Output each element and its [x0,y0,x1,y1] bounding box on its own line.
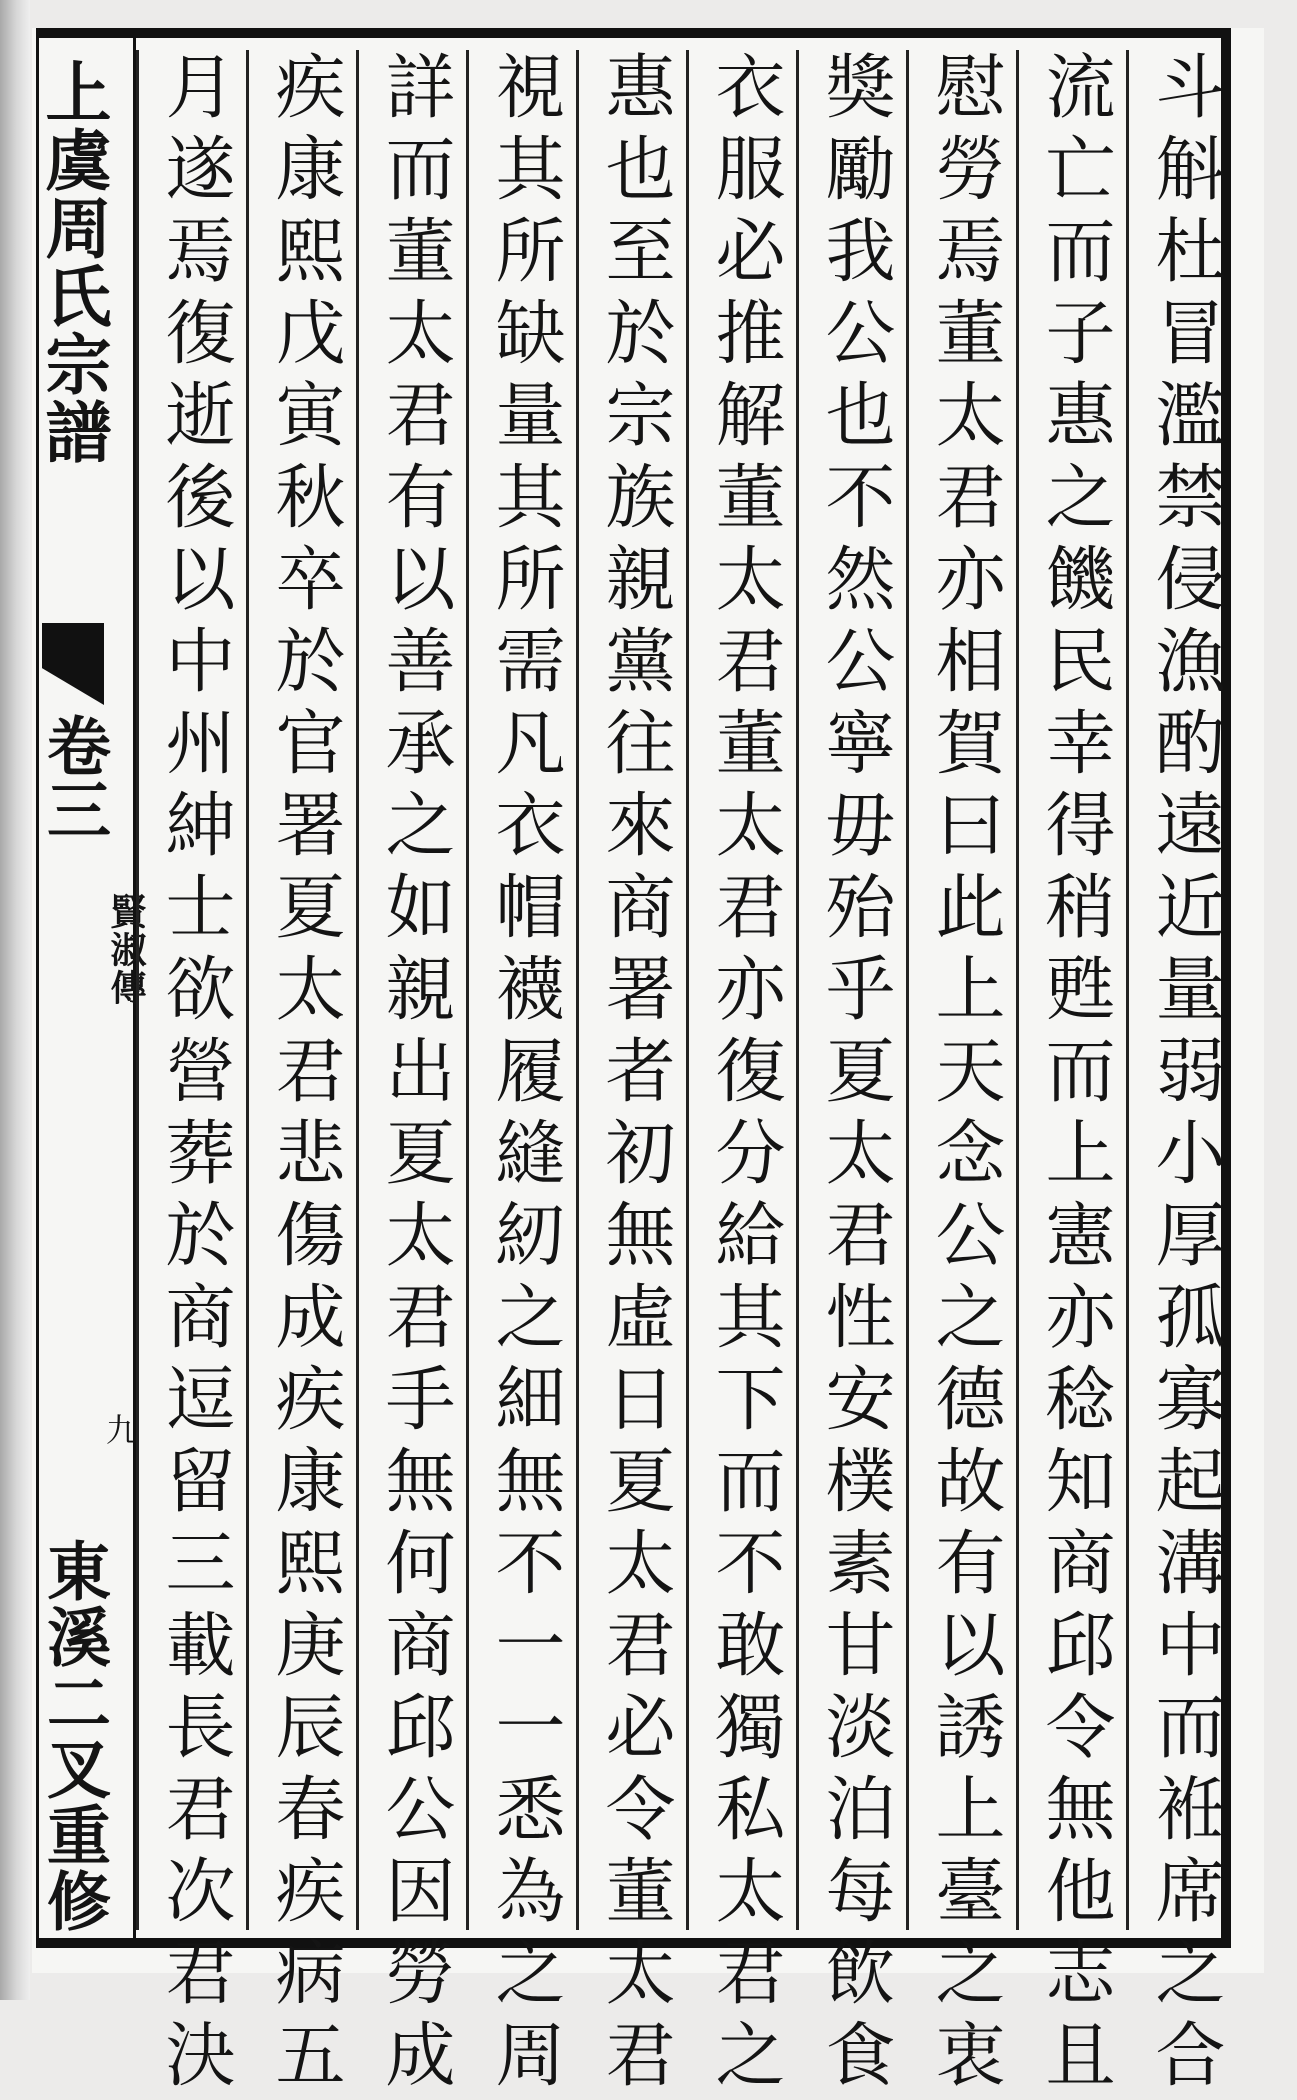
text-column-5 [686,50,796,2100]
text-column-7 [466,50,576,2100]
column-text: 疾康熙戊寅秋卒於官署夏太君悲傷成疾康熙庚辰春疾病五 [264,50,346,2100]
text-column-2 [1016,50,1126,2100]
text-column-10 [136,50,246,2100]
column-text: 詳而董太君有以善承之如親出夏太君手無何商邱公因勞成 [374,50,456,2100]
fishtail-mark [42,623,104,705]
column-text: 惠也至於宗族親黨往來商署者初無虛日夏太君必令董太君 [594,50,676,2100]
text-column-1 [1126,50,1226,2100]
column-text: 月遂焉復逝後以中州紳士欲營葬於商逗留三載長君次君決 [154,50,236,2100]
genealogy-title: 上虞周氏宗譜 [34,58,112,466]
section-label: 賢淑傳 [105,893,147,1007]
text-column-3 [906,50,1016,2100]
column-text: 斗斛杜冒濫禁侵漁酌遠近量弱小厚孤寡起溝中而袵席之合 [1144,50,1226,2100]
text-column-8 [356,50,466,2100]
text-column-6 [576,50,686,2100]
column-text: 衣服必推解董太君董太君亦復分給其下而不敢獨私太君之 [704,50,786,2100]
column-text: 慰勞焉董太君亦相賀曰此上天念公之德故有以誘上臺之衷 [924,50,1006,2100]
volume-label: 卷三 [36,713,111,841]
folio-number: 九 [101,1413,139,1445]
binding-strip [0,0,30,2000]
text-column-4 [796,50,906,2100]
text-column-9 [246,50,356,2100]
column-text: 視其所缺量其所需凡衣帽襪履縫紉之細無不一一悉為之周 [484,50,566,2100]
column-text: 獎勵我公也不然公寧毋殆乎夏太君性安樸素甘淡泊每飲食 [814,50,896,2100]
column-text: 流亡而子惠之饑民幸得稍甦而上憲亦稔知商邱令無他志且 [1034,50,1116,2100]
banxin-margin [34,38,147,1938]
edition-label: 東溪二叉重修 [36,1538,111,1934]
